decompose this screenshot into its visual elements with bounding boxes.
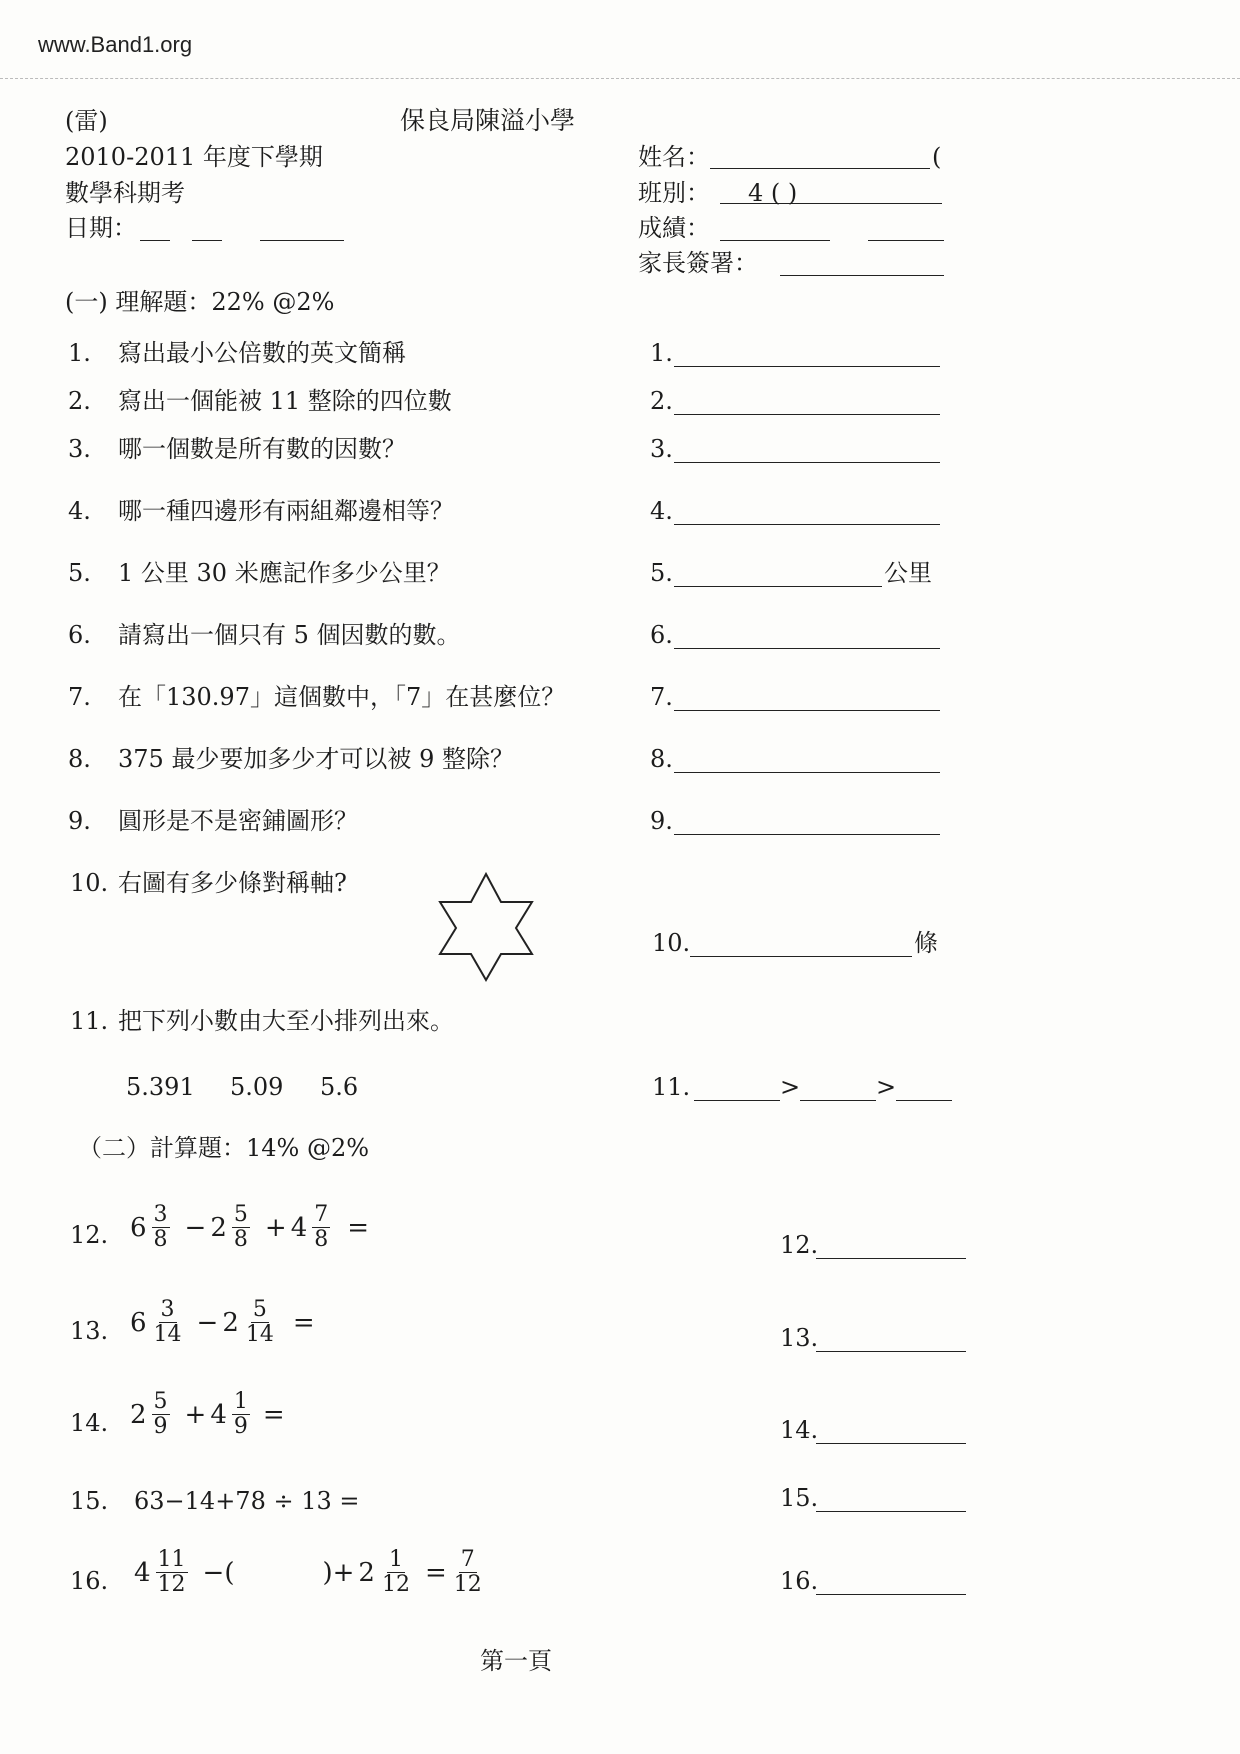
q10-text: 右圖有多少條對稱軸? [118, 869, 347, 897]
q8-answer-line[interactable] [674, 772, 940, 773]
watermark: www.Band1.org [38, 32, 193, 57]
q11-answer-2[interactable] [800, 1100, 876, 1101]
q16-eq: = [424, 1557, 447, 1588]
q5-answer-line[interactable] [674, 586, 882, 587]
q11-decimal-3: 5.6 [320, 1073, 359, 1101]
q1-answer-line[interactable] [674, 366, 940, 367]
q13-expression [130, 1298, 315, 1347]
q14-num: 14. [70, 1409, 109, 1437]
q15-answer-line[interactable] [816, 1511, 966, 1512]
q14-eq: = [262, 1399, 285, 1430]
q9-text: 圓形是不是密鋪圖形？ [118, 807, 358, 835]
q14-answer-num: 14. [780, 1416, 819, 1444]
q6-text: 請寫出一個只有 5 個因數的數。 [118, 621, 461, 649]
page-number: 第一頁 [480, 1647, 552, 1675]
section2-title: （二）計算題：14% @2% [78, 1134, 370, 1162]
score-label: 成績： [638, 214, 710, 242]
q6-answer-line[interactable] [674, 648, 940, 649]
q12-op2: + [264, 1212, 287, 1243]
q15-num: 15. [70, 1487, 109, 1515]
q3-answer-line[interactable] [674, 462, 940, 463]
term: 2010-2011 年度下學期 [65, 143, 323, 171]
class-value: 4 ( ) [748, 179, 798, 207]
q11-answer-1[interactable] [694, 1100, 780, 1101]
q6-answer-num: 6. [650, 621, 673, 649]
q5-unit: 公里 [884, 559, 932, 587]
q11-gt-1: > [780, 1073, 801, 1101]
q7-answer-line[interactable] [674, 710, 940, 711]
q1-answer-num: 1. [650, 339, 673, 367]
q13-frac2: $\frac{5}{14}$ [245, 1297, 274, 1347]
q16-frac-result: $\frac{7}{12}$ [453, 1547, 482, 1597]
date-line-3[interactable] [260, 240, 344, 241]
q7-text: 在「130.97」這個數中，「7」在甚麼位？ [118, 683, 566, 711]
date-line-1[interactable] [140, 240, 170, 241]
q16-answer-line[interactable] [816, 1594, 966, 1595]
q13-op1: − [196, 1307, 219, 1338]
q12-eq: = [347, 1212, 370, 1243]
q11-gt-2: > [876, 1073, 897, 1101]
date-line-2[interactable] [192, 240, 222, 241]
score-field-1[interactable] [720, 240, 830, 241]
star-of-david-figure [436, 872, 536, 982]
q16-w2: 2 [358, 1557, 375, 1588]
q4-answer-num: 4. [650, 497, 673, 525]
q9-answer-num: 9. [650, 807, 673, 835]
q4-answer-line[interactable] [674, 524, 940, 525]
q2-answer-line[interactable] [674, 414, 940, 415]
q10-answer-num: 10. [652, 929, 691, 957]
q15-expression: 63−14+78 ÷ 13 = [134, 1487, 360, 1515]
header-mark: (雷) [65, 107, 108, 135]
section1-title: (一) 理解題：22% @2% [65, 288, 335, 316]
q11-decimal-2: 5.09 [230, 1073, 284, 1101]
q5-text: 1 公里 30 米應記作多少公里？ [118, 559, 451, 587]
q16-close-plus: )+ [322, 1557, 355, 1588]
q14-expression [130, 1390, 285, 1439]
q13-eq: = [292, 1307, 315, 1338]
q16-w1: 4 [134, 1557, 151, 1588]
q15-answer-num: 15. [780, 1484, 819, 1512]
score-field-2[interactable] [868, 240, 944, 241]
q9-answer-line[interactable] [674, 834, 940, 835]
exam-title: 數學科期考 [65, 179, 185, 207]
q14-w1: 2 [130, 1399, 147, 1430]
q13-answer-num: 13. [780, 1324, 819, 1352]
q10-num: 10. [70, 869, 109, 897]
q16-expression [134, 1548, 485, 1597]
q8-answer-num: 8. [650, 745, 673, 773]
q12-num: 12. [70, 1221, 109, 1249]
school-name: 保良局陳溢小學 [400, 106, 576, 135]
q16-minus-open: −( [202, 1557, 235, 1588]
q14-w2: 4 [210, 1399, 227, 1430]
date-label: 日期： [65, 214, 137, 242]
q12-answer-num: 12. [780, 1231, 819, 1259]
q3-text: 哪一個數是所有數的因數？ [118, 435, 406, 463]
name-field[interactable] [710, 168, 930, 169]
q2-answer-num: 2. [650, 387, 673, 415]
q4-text: 哪一種四邊形有兩組鄰邊相等？ [118, 497, 454, 525]
q7-answer-num: 7. [650, 683, 673, 711]
q11-text: 把下列小數由大至小排列出來。 [118, 1007, 454, 1035]
q13-answer-line[interactable] [816, 1351, 966, 1352]
q16-num: 16. [70, 1567, 109, 1595]
q7-num: 7. [68, 683, 91, 711]
q12-frac1: $\frac{3}{8}$ [153, 1202, 168, 1252]
name-label: 姓名： [638, 143, 710, 171]
q11-num: 11. [70, 1007, 109, 1035]
q12-frac3: $\frac{7}{8}$ [314, 1202, 329, 1252]
q13-w2: 2 [222, 1307, 239, 1338]
q12-op1: − [184, 1212, 207, 1243]
q12-expression [130, 1203, 369, 1252]
q12-w3: 4 [290, 1212, 308, 1243]
q2-num: 2. [68, 387, 91, 415]
q3-answer-num: 3. [650, 435, 673, 463]
q13-num: 13. [70, 1317, 109, 1345]
q12-w2: 2 [210, 1212, 227, 1243]
scan-border [0, 78, 1240, 79]
q1-text: 寫出最小公倍數的英文簡稱 [118, 339, 406, 367]
q11-decimal-1: 5.391 [126, 1073, 195, 1101]
q14-frac1: $\frac{5}{9}$ [153, 1389, 168, 1439]
q6-num: 6. [68, 621, 91, 649]
q16-frac2: $\frac{1}{12}$ [381, 1547, 410, 1597]
q12-frac2: $\frac{5}{8}$ [233, 1202, 248, 1252]
q8-text: 375 最少要加多少才可以被 9 整除？ [118, 745, 514, 773]
q12-answer-line[interactable] [816, 1258, 966, 1259]
q1-num: 1. [68, 339, 91, 367]
q10-unit: 條 [914, 929, 938, 957]
q2-text: 寫出一個能被 11 整除的四位數 [118, 387, 452, 415]
q4-num: 4. [68, 497, 91, 525]
q12-w1: 6 [130, 1212, 147, 1243]
q13-w1: 6 [130, 1307, 147, 1338]
class-label: 班別： [638, 179, 710, 207]
q14-op1: + [184, 1399, 207, 1430]
q10-answer-line[interactable] [690, 956, 912, 957]
q11-answer-num: 11. [652, 1073, 691, 1101]
parent-label: 家長簽署： [638, 249, 758, 277]
q13-frac1: $\frac{3}{14}$ [153, 1297, 182, 1347]
name-paren: ( [932, 143, 942, 171]
q16-frac1: $\frac{11}{12}$ [157, 1547, 186, 1597]
parent-signature-field[interactable] [780, 275, 944, 276]
q11-answer-3[interactable] [896, 1100, 952, 1101]
q14-frac2: $\frac{1}{9}$ [233, 1389, 248, 1439]
q8-num: 8. [68, 745, 91, 773]
q5-num: 5. [68, 559, 91, 587]
q16-answer-num: 16. [780, 1567, 819, 1595]
q3-num: 3. [68, 435, 91, 463]
q14-answer-line[interactable] [816, 1443, 966, 1444]
q5-answer-num: 5. [650, 559, 673, 587]
q9-num: 9. [68, 807, 91, 835]
